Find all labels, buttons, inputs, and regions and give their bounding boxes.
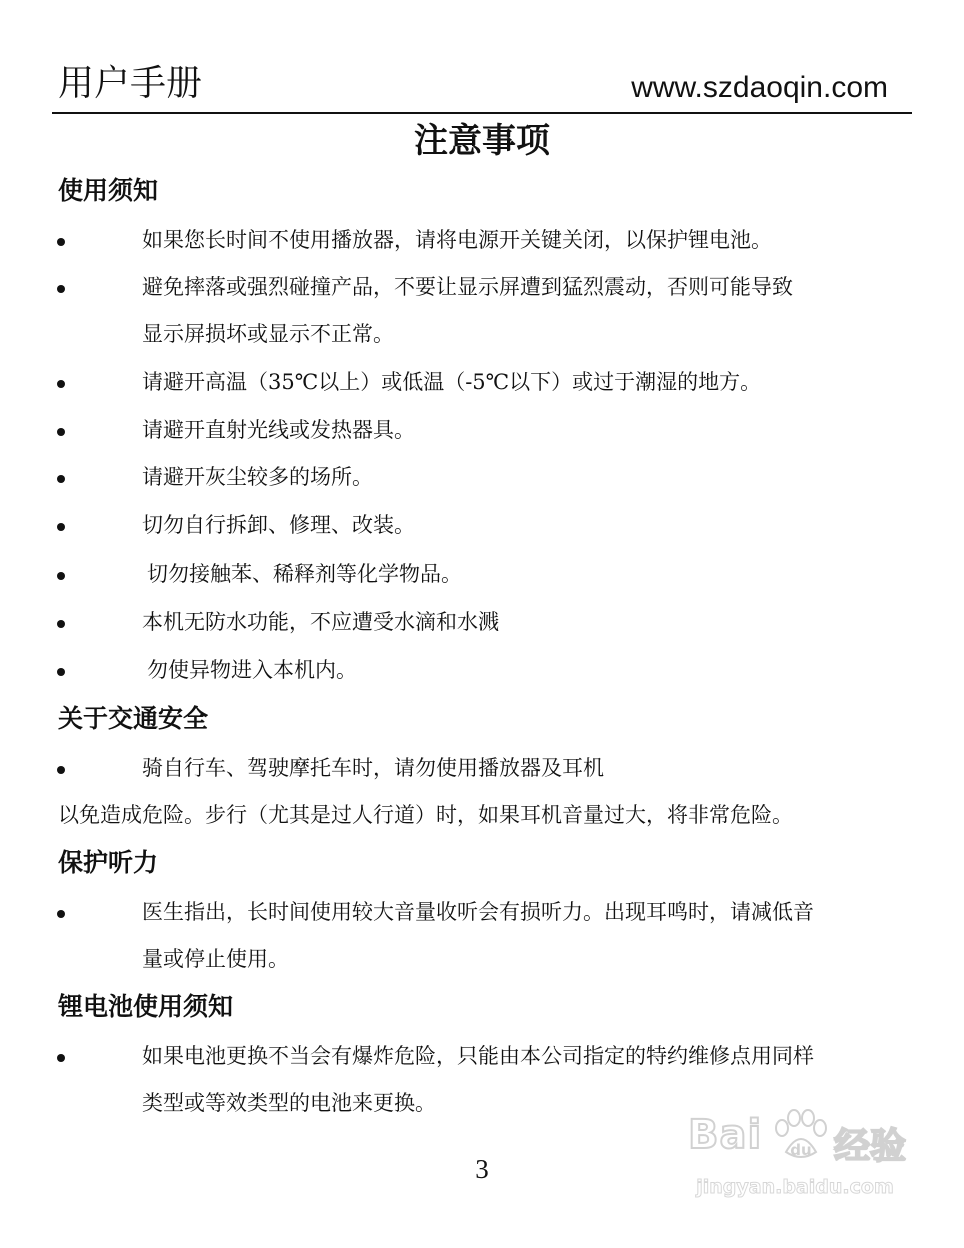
list-item-text: 切勿接触苯、稀释剂等化学物品。 xyxy=(147,562,462,586)
bullet-dot xyxy=(57,475,65,483)
paragraph-text: 以免造成危险。步行（尤其是过人行道）时，如果耳机音量过大，将非常危险。 xyxy=(58,803,793,827)
list-item-text: 请避开灰尘较多的场所。 xyxy=(142,465,373,489)
bullet-dot xyxy=(57,523,65,531)
bullet-dot xyxy=(57,428,65,436)
list-item-text-continued: 量或停止使用。 xyxy=(142,947,289,971)
bullet-dot xyxy=(57,380,65,388)
watermark-product: 经验 xyxy=(834,1126,907,1167)
watermark-brand-suffix: du xyxy=(790,1141,812,1159)
baidu-jingyan-watermark xyxy=(682,1104,922,1210)
list-item-text: 切勿自行拆卸、修理、改装。 xyxy=(142,513,415,537)
list-item-text: 如果电池更换不当会有爆炸危险，只能由本公司指定的特约维修点用同样 xyxy=(142,1044,814,1068)
header-divider xyxy=(52,112,912,114)
section-heading-battery: 锂电池使用须知 xyxy=(58,992,234,1021)
bullet-dot xyxy=(57,285,65,293)
header-website[interactable]: www.szdaoqin.com xyxy=(631,71,888,104)
section-heading-usage: 使用须知 xyxy=(58,176,159,205)
bullet-dot xyxy=(57,620,65,628)
list-item-text: 请避开高温（35℃以上）或低温（-5℃以下）或过于潮湿的地方。 xyxy=(142,370,762,394)
bullet-dot xyxy=(57,910,65,918)
bullet-dot xyxy=(57,238,65,246)
watermark-brand: Bai xyxy=(688,1112,763,1158)
paw-icon xyxy=(768,1108,832,1164)
bullet-dot xyxy=(57,766,65,774)
list-item-text: 医生指出，长时间使用较大音量收听会有损听力。出现耳鸣时，请减低音 xyxy=(142,900,814,924)
page-number: 3 xyxy=(475,1154,489,1184)
watermark-url: jingyan.baidu.com xyxy=(696,1176,894,1198)
section-heading-hearing: 保护听力 xyxy=(58,848,159,877)
list-item-text: 请避开直射光线或发热器具。 xyxy=(142,418,415,442)
bullet-dot xyxy=(57,1054,65,1062)
list-item-text: 骑自行车、驾驶摩托车时，请勿使用播放器及耳机 xyxy=(142,756,604,780)
section-heading-traffic: 关于交通安全 xyxy=(58,704,209,733)
list-item-text: 勿使异物进入本机内。 xyxy=(147,658,357,682)
bullet-dot xyxy=(57,572,65,580)
list-item-text: 如果您长时间不使用播放器，请将电源开关键关闭，以保护锂电池。 xyxy=(142,228,772,252)
list-item-text-continued: 类型或等效类型的电池来更换。 xyxy=(142,1091,436,1115)
page-title: 注意事项 xyxy=(414,121,550,161)
list-item-text: 避免摔落或强烈碰撞产品，不要让显示屏遭到猛烈震动，否则可能导致 xyxy=(142,275,793,299)
list-item-text: 本机无防水功能，不应遭受水滴和水溅 xyxy=(142,610,499,634)
header-title: 用户手册 xyxy=(58,63,203,104)
list-item-text-continued: 显示屏损坏或显示不正常。 xyxy=(142,322,394,346)
bullet-dot xyxy=(57,668,65,676)
